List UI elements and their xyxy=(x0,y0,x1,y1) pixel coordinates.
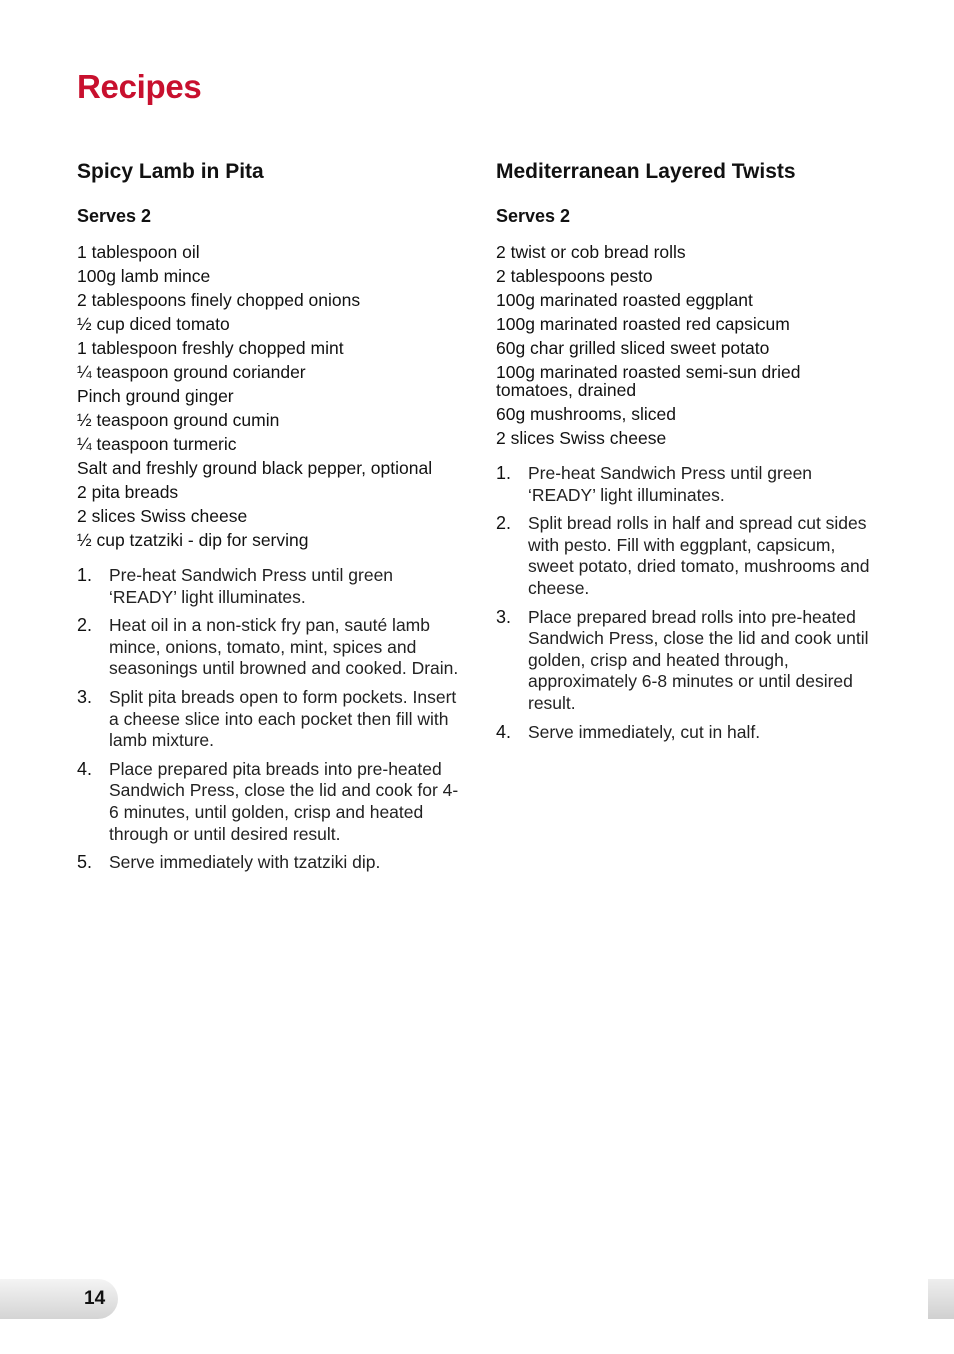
page-title: Recipes xyxy=(77,68,202,105)
recipe-spicy-lamb xyxy=(77,157,462,881)
method-steps xyxy=(77,565,462,874)
method-step xyxy=(496,722,881,744)
ingredient-item: 1 tablespoon oil xyxy=(77,242,200,262)
ingredient-item: Salt and freshly ground black pepper, optional xyxy=(77,458,433,478)
ingredient-item: 100g marinated roasted eggplant xyxy=(496,290,753,310)
ingredient-item: ½ cup diced tomato xyxy=(77,314,230,334)
recipe-title: Spicy Lamb in Pita xyxy=(77,160,264,183)
method-step xyxy=(496,463,881,506)
ingredient-item: 2 pita breads xyxy=(77,482,179,502)
step-number: 3. xyxy=(496,606,512,627)
method-step xyxy=(77,565,462,608)
method-step xyxy=(496,607,881,715)
ingredient-item: 1 tablespoon freshly chopped mint xyxy=(77,338,344,358)
ingredient-item: Pinch ground ginger xyxy=(77,386,234,406)
ingredient-item: 2 tablespoons pesto xyxy=(496,266,653,286)
ingredient-item: ½ teaspoon ground cumin xyxy=(77,410,280,430)
step-number: 1. xyxy=(496,463,512,483)
step-text: Pre-heat Sandwich Press until green ‘READY’ light illuminates. xyxy=(109,565,394,607)
ingredient-item: ½ cup tzatziki - dip for serving xyxy=(77,530,309,550)
ingredient-item: 60g mushrooms, sliced xyxy=(496,404,676,424)
ingredient-item: ¼ teaspoon turmeric xyxy=(77,434,237,454)
ingredient-item: 100g lamb mince xyxy=(77,266,211,286)
method-step xyxy=(496,513,881,599)
ingredient-item: 2 twist or cob bread rolls xyxy=(496,242,686,262)
ingredients-list xyxy=(77,240,462,552)
method-step xyxy=(77,687,462,752)
ingredients-list xyxy=(496,240,881,450)
step-number: 5. xyxy=(77,852,93,873)
step-number: 2. xyxy=(77,615,93,636)
ingredient-item: 100g marinated roasted semi-sun dried tomatoes, drained xyxy=(496,362,801,400)
serves-label: Serves 2 xyxy=(496,206,571,226)
step-text: Serve immediately with tzatziki dip. xyxy=(109,852,381,873)
step-number: 2. xyxy=(496,513,512,534)
ingredient-item: 100g marinated roasted red capsicum xyxy=(496,314,790,334)
step-text: Pre-heat Sandwich Press until green ‘READY’ light illuminates. xyxy=(528,463,813,505)
ingredient-item: 2 slices Swiss cheese xyxy=(77,506,248,526)
step-text: Split pita breads open to form pockets. Insert a cheese slice into each pocket then fill with lamb mixture. xyxy=(109,686,457,751)
step-text: Serve immediately, cut in half. xyxy=(528,721,761,742)
step-text: Place prepared pita breads into pre-heated Sandwich Press, close the lid and cook for 4-6 minutes, until golden, crisp and heated through or until desired result. xyxy=(109,758,459,844)
ingredient-item: 60g char grilled sliced sweet potato xyxy=(496,338,770,358)
step-number: 4. xyxy=(496,721,512,742)
ingredient-item: 2 slices Swiss cheese xyxy=(496,428,667,448)
step-number: 3. xyxy=(77,686,93,707)
step-number: 1. xyxy=(77,565,93,585)
method-step xyxy=(77,759,462,845)
method-steps xyxy=(496,463,881,743)
page-number: 14 xyxy=(84,1288,106,1309)
recipe-mediterranean-twists xyxy=(496,157,881,750)
ingredient-item: ¼ teaspoon ground coriander xyxy=(77,362,306,382)
method-step xyxy=(77,852,462,874)
step-number: 4. xyxy=(77,758,93,779)
method-step xyxy=(77,615,462,680)
step-text: Heat oil in a non-stick fry pan, sauté lamb mince, onions, tomato, mint, spices and seasonings until browned and cooked. Drain. xyxy=(109,615,459,679)
serves-label: Serves 2 xyxy=(77,206,152,226)
recipe-title: Mediterranean Layered Twists xyxy=(496,160,796,183)
page-edge-tab xyxy=(928,1279,954,1319)
step-text: Place prepared bread rolls into pre-heated Sandwich Press, close the lid and cook until golden, crisp and heated through, approximately 6-8 minutes or until desired result. xyxy=(528,606,869,713)
ingredient-item: 2 tablespoons finely chopped onions xyxy=(77,290,361,310)
step-text: Split bread rolls in half and spread cut sides with pesto. Fill with eggplant, capsicum, sweet potato, dried tomato, mushrooms and cheese. xyxy=(528,513,870,598)
